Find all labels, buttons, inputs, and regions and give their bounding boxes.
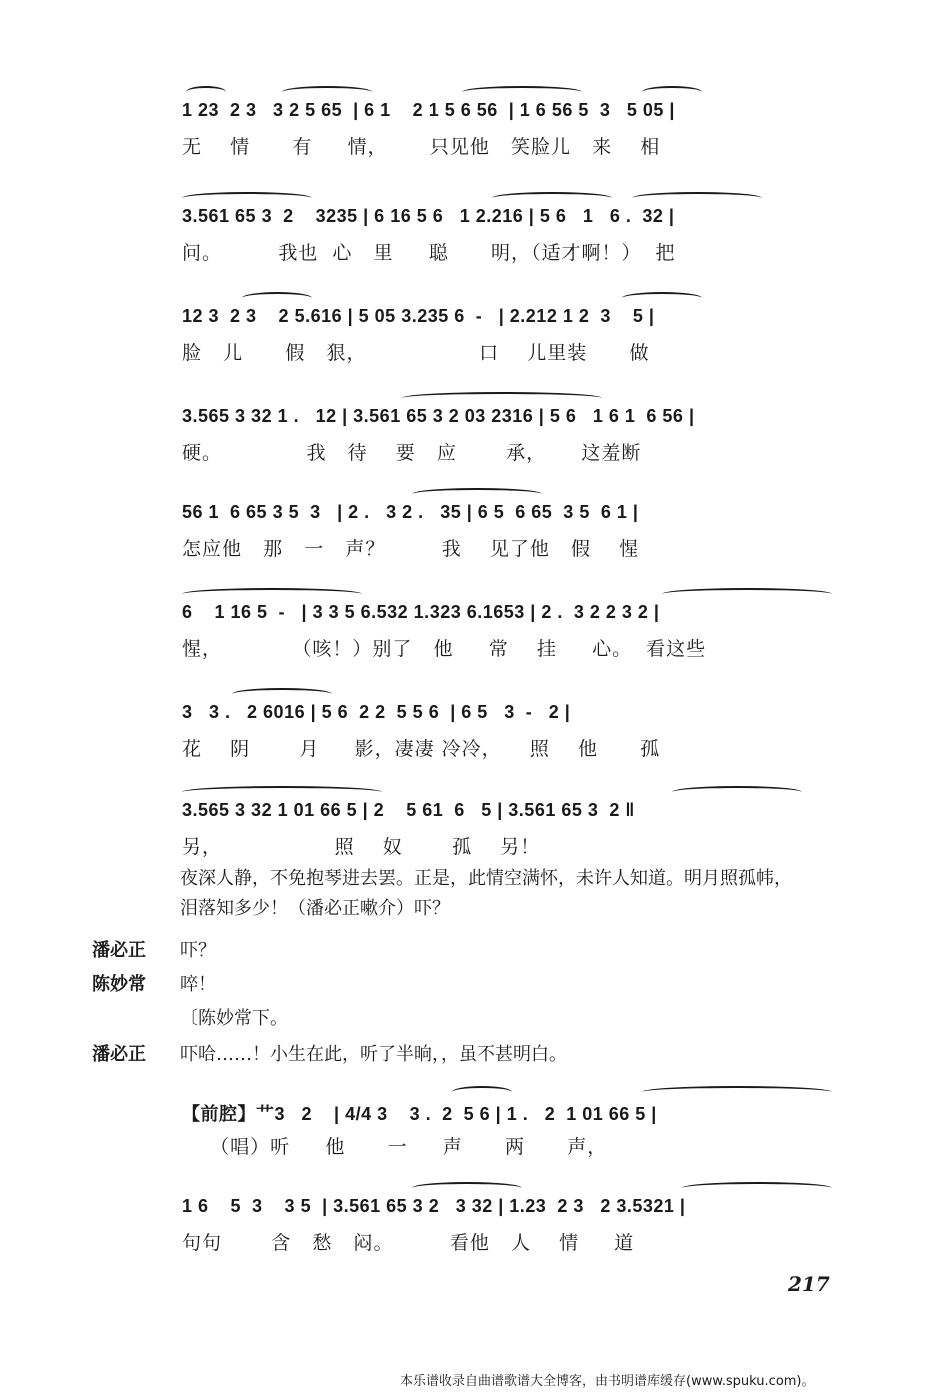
notation-line: 【前腔】艹3 2 | 4/4 3 3 . 2 5 6 | 1 . 2 1 01 66 5 | <box>182 1104 657 1124</box>
lyric-line: （唱）听 他 一 声 两 声， <box>182 1136 608 1158</box>
notation-line: 3.561 65 3 2 3235 | 6 16 5 6 1 2.216 | 5 6 1 6 . 32 | <box>182 206 675 226</box>
slur <box>182 786 382 798</box>
lyric-line: 惺， （咳！）别了 他 常 挂 心。 看这些 <box>182 638 707 660</box>
slur <box>242 292 312 304</box>
dialogue-text: 啐！ <box>180 974 216 995</box>
slur <box>682 1182 832 1194</box>
lyric-line: 硬。 我 待 要 应 承， 这羞断 <box>182 442 642 464</box>
slur <box>462 86 582 98</box>
lyric-line: 句句 含 愁 闷。 看他 人 情 道 <box>182 1232 635 1254</box>
notation-line: 3.565 3 32 1 . 12 | 3.561 65 3 2 03 2316 | 5 6 1 6 1 6 56 | <box>182 406 695 426</box>
slur <box>622 292 702 304</box>
slur <box>672 786 802 798</box>
lyric-line: 另， 照 奴 孤 另！ <box>182 836 541 858</box>
lyric-line: 无 情 有 情， 只见他 笑脸儿 来 相 <box>182 136 661 158</box>
footer-credit: 本乐谱收录自曲谱歌谱大全博客，由书明谱库缓存(www.spuku.com)。 <box>400 1374 815 1389</box>
slur <box>412 488 542 500</box>
slur <box>642 86 702 98</box>
dialogue-text: 吓？ <box>180 940 216 961</box>
speaker-name: 潘必正 <box>92 940 146 961</box>
slur <box>402 392 602 404</box>
slur <box>182 588 362 600</box>
lyric-line: 问。 我也 心 里 聪 明，（适才啊！） 把 <box>182 242 676 264</box>
slur <box>642 1086 832 1098</box>
prose-line: 泪落知多少！（潘必正嗽介）吓？ <box>180 898 450 919</box>
slur <box>232 688 332 700</box>
slur <box>282 86 372 98</box>
speaker-name: 潘必正 <box>92 1044 146 1065</box>
page-number: 217 <box>788 1272 830 1296</box>
notation-line: 56 1 6 65 3 5 3 | 2 . 3 2 . 35 | 6 5 6 65 3 5 6 1 | <box>182 502 639 522</box>
notation-line: 6 1 16 5 - | 3 3 5 6.532 1.323 6.1653 | 2 . 3 2 2 3 2 | <box>182 602 660 622</box>
prose-block <box>180 864 870 924</box>
notation-line: 3 3 . 2 6016 | 5 6 2 2 5 5 6 | 6 5 3 - 2 | <box>182 702 571 722</box>
slur <box>182 192 312 204</box>
dialogue-text: 〔陈妙常下。 <box>180 1008 288 1029</box>
notation-line: 12 3 2 3 2 5.616 | 5 05 3.235 6 - | 2.212 1 2 3 5 | <box>182 306 655 326</box>
stage-direction <box>92 1004 288 1030</box>
notation-line: 1 23 2 3 3 2 5 65 | 6 1 2 1 5 6 56 | 1 6 56 5 3 5 05 | <box>182 100 675 120</box>
slur <box>412 1182 522 1194</box>
dialogue-line <box>92 1040 567 1066</box>
slur <box>492 192 612 204</box>
lyric-line: 花 阴 月 影，凄凄 冷冷， 照 他 孤 <box>182 738 661 760</box>
dialogue-line <box>92 970 216 996</box>
prose-line: 夜深人静，不免抱琴进去罢。正是，此情空满怀，未许人知道。明月照孤帏， <box>180 868 792 889</box>
slur <box>662 588 832 600</box>
slur <box>186 86 226 98</box>
dialogue-text: 吓哈……！小生在此，听了半晌，，虽不甚明白。 <box>180 1044 567 1065</box>
slur <box>632 192 762 204</box>
dialogue-line <box>92 936 216 962</box>
notation-line: 3.565 3 32 1 01 66 5 | 2 5 61 6 5 | 3.561 65 3 2 ‖ <box>182 800 635 820</box>
slur <box>452 1086 512 1098</box>
lyric-line: 怎应他 那 一 声？ 我 见了他 假 惺 <box>182 538 640 560</box>
speaker-name: 陈妙常 <box>92 974 146 995</box>
notation-line: 1 6 5 3 3 5 | 3.561 65 3 2 3 32 | 1.23 2 3 2 3.5321 | <box>182 1196 686 1216</box>
lyric-line: 脸 儿 假 狠， 口 儿里装 做 <box>182 342 650 364</box>
